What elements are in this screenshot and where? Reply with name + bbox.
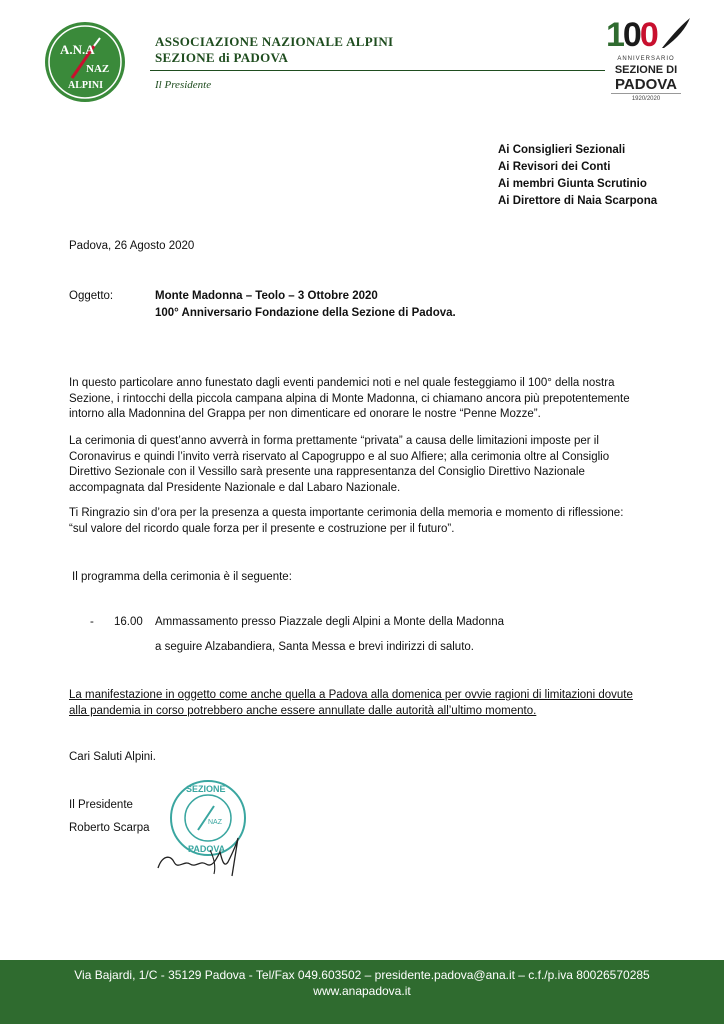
recipient-line: Ai Revisori dei Conti [498,161,611,173]
handwritten-signature [150,830,250,880]
centenary-line2: SEZIONE DI [614,64,678,76]
subject-line-2: 100° Anniversario Fondazione della Sezione di Padova. [155,307,456,319]
footer-website-link[interactable]: www.anapadova.it [313,984,411,998]
header-divider [150,70,605,71]
notice-line: La manifestazione in oggetto come anche quella a Padova alla domenica per ovvie ragioni di limitazioni dovute [69,689,633,701]
programme-text: Ammassamento presso Piazzale degli Alpini a Monte della Madonna [155,616,505,628]
paragraph-line: accompagnata dal Presidente Nazionale e dal Labaro Nazionale. [69,481,401,494]
signatory-role: Il Presidente [69,799,133,811]
paragraph-line: Coronavirus e quindi l’invito verrà riservato al Capogruppo e al suo Alfiere; alla cerimonia oltre al Consiglio [69,450,610,463]
centenary-line3: PADOVA [615,76,677,93]
paragraph-line: Sezione, i rintocchi della piccola campana alpina di Monte Madonna, ci chiamano ancora più prepotentemente [69,392,630,405]
closing: Cari Saluti Alpini. [69,751,156,763]
stamp-text-mid: NAZ [208,819,222,826]
paragraph-line: In questo particolare anno funestato dagli eventi pandemici noti e nel quale festeggiamo il 100° della nostra [69,377,615,389]
paragraph-line: intorno alla Madonnina del Grappa per non dimenticare ed onorare le nostre “Penne Mozze”. [69,408,541,421]
notice-line: alla pandemia in corso potrebbero anche essere annullate dalle autorità all’ultimo momento. [69,704,537,717]
section-name: SEZIONE di PADOVA [155,50,289,65]
association-name: ASSOCIAZIONE NAZIONALE ALPINI [155,34,394,49]
paragraph-3 [69,506,709,537]
programme-intro: Il programma della cerimonia è il seguente: [72,571,292,583]
programme-text-cont: a seguire Alzabandiera, Santa Messa e brevi indirizzi di saluto. [155,641,474,653]
centenary-years: 1920/2020 [631,96,661,102]
centenary-line1: ANNIVERSARIO [617,56,675,62]
notice [69,688,709,719]
date-line: Padova, 26 Agosto 2020 [69,240,195,252]
stamp-text-bottom: PADOVA [188,844,226,854]
feather-icon [656,16,692,52]
ana-logo [42,20,128,104]
programme-time: 16.00 [114,616,143,628]
centenary-logo [598,16,694,106]
logo-text-top: A.N.A [60,42,95,57]
paragraph-2 [69,434,709,496]
subject-label: Oggetto: [69,290,114,302]
stamp-text-top: SEZIONE [186,784,226,794]
header-role: Il Presidente [155,79,212,91]
recipient-line: Ai Direttore di Naia Scarpona [498,195,658,207]
footer-address: Via Bajardi, 1/C - 35129 Padova - Tel/Fax 049.603502 – presidente.padova@ana.it – c.f./p.iva 80026570285 [74,968,650,982]
logo-text-mid: NAZ [86,63,110,75]
paragraph-line: “sul valore del ricordo quale forza per il presente e costruzione per il futuro”. [69,522,455,535]
subject-line-1: Monte Madonna – Teolo – 3 Ottobre 2020 [155,290,378,302]
recipient-line: Ai Consiglieri Sezionali [498,144,626,156]
logo-text-bottom: ALPINI [68,80,104,91]
paragraph-1 [69,376,709,423]
programme-bullet: - [90,616,94,628]
paragraph-line: Direttivo Sezionale con il Vessillo sarà presente una rappresentanza del Consiglio Direttivo Nazionale [69,466,585,479]
centenary-rule [611,93,681,94]
paragraph-line: La cerimonia di quest’anno avverrà in forma prettamente “privata” a causa delle limitazioni imposte per il [69,435,599,447]
centenary-number: 100 [606,16,657,54]
recipient-line: Ai membri Giunta Scrutinio [498,178,647,190]
paragraph-line: Ti Ringrazio sin d’ora per la presenza a questa importante cerimonia della memoria e momento di riflessione: [69,507,624,519]
signatory-name: Roberto Scarpa [69,822,150,834]
